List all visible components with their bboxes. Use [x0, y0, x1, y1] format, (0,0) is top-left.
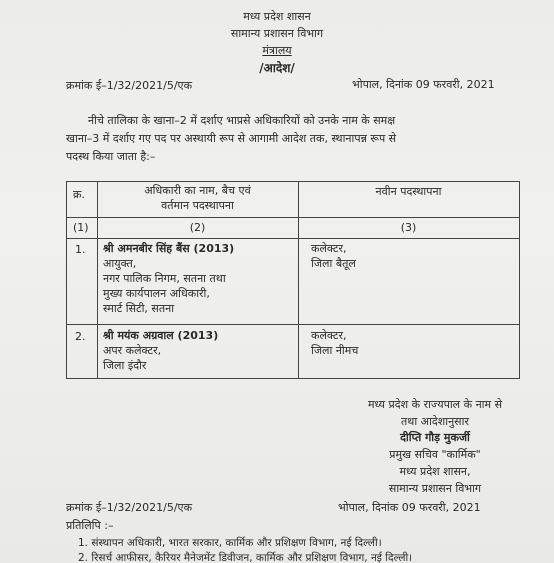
copy-item-1: 1. संस्थापन अधिकारी, भारत सरकार, कार्मिक और प्रशिक्षण विभाग, नई दिल्ली।: [78, 537, 382, 549]
header-department: सामान्य प्रशासन विभाग: [230, 27, 324, 40]
header-mantralaya: मंत्रालय: [262, 44, 292, 57]
signature-line-5: मध्य प्रदेश शासन,: [399, 465, 471, 478]
signatory-designation: प्रमुख सचिव "कार्मिक": [389, 448, 481, 461]
copy-order-number: क्रमांक ई–1/32/2021/5/एक: [66, 501, 193, 514]
row-1-serial: 1.: [75, 243, 86, 256]
col-number-3: (3): [400, 221, 417, 234]
row-2-new-posting: कलेक्टर, जिला नीमच: [311, 329, 359, 357]
row-1-new-posting: कलेक्टर, जिला बैतूल: [311, 242, 356, 270]
order-place-date: भोपाल, दिनांक 09 फरवरी, 2021: [352, 78, 495, 91]
header-state: मध्य प्रदेश शासन: [243, 10, 311, 23]
signature-line-1: मध्य प्रदेश के राज्यपाल के नाम से: [367, 398, 503, 411]
header-serial: क्र.: [73, 188, 85, 201]
header-new-posting: नवीन पदस्थापना: [375, 185, 442, 198]
col-number-2: (2): [189, 221, 206, 234]
intro-line-1: नीचे तालिका के खाना–2 में दर्शाए भाप्रसे अधिकारियों को उनके नाम के समक्ष: [88, 114, 396, 127]
row-2-serial: 2.: [75, 330, 86, 343]
copy-place-date: भोपाल, दिनांक 09 फरवरी, 2021: [338, 501, 481, 514]
header-order: /आदेश/: [259, 61, 295, 75]
signatory-name: दीप्ति गौड़ मुकर्जी: [400, 431, 470, 444]
copy-heading: प्रतिलिपि :–: [66, 519, 114, 532]
row-2-officer: श्री मयंक अग्रवाल (2013) अपर कलेक्टर, जिला इंदौर: [103, 329, 219, 372]
copy-item-2: 2. रिसर्च आफीसर, कैरियर मैनेजमेंट डिवीजन, कार्मिक और प्रशिक्षण विभाग, नई दिल्ली।: [78, 552, 413, 563]
intro-line-3: पदस्थ किया जाता है:–: [66, 150, 156, 163]
posting-table: [66, 181, 520, 379]
signature-line-6: सामान्य प्रशासन विभाग: [388, 482, 482, 495]
order-number: क्रमांक ई–1/32/2021/5/एक: [66, 79, 193, 92]
row-1-officer: श्री अमनबीर सिंह बैंस (2013) आयुक्त, नगर पालिक निगम, सतना तथा मुख्य कार्यपालन अधिकारी, स्मार्ट सिटी, सतना: [103, 242, 235, 315]
header-officer: अधिकारी का नाम, बैच एवं वर्तमान पदस्थापना: [144, 184, 251, 212]
col-number-1: (1): [73, 221, 89, 234]
intro-line-2: खाना–3 में दर्शाए गए पद पर अस्थायी रूप से आगामी आदेश तक, स्थानापन्न रूप से: [66, 132, 397, 145]
signature-line-2: तथा आदेशानुसार: [401, 415, 469, 428]
